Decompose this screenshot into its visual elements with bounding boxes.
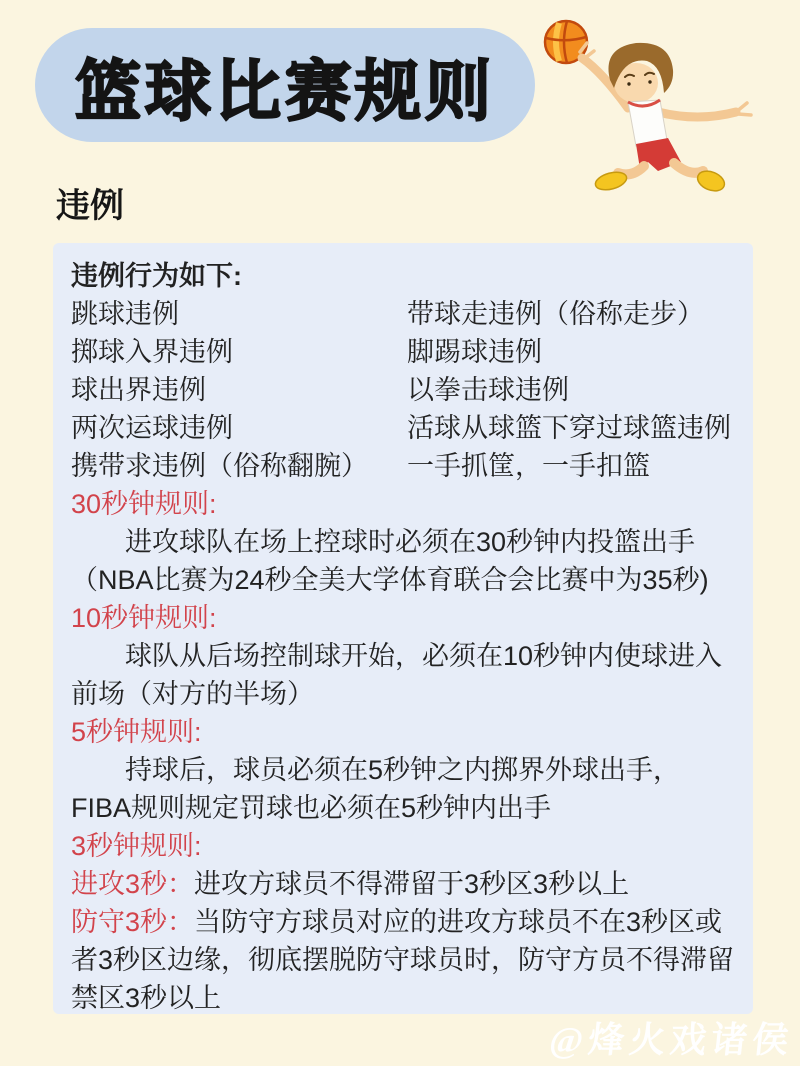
subrule-offense-label: 进攻3秒： <box>71 869 195 899</box>
violation-item: 球出界违例 <box>71 375 206 405</box>
violations-list-right <box>407 295 735 485</box>
violations-columns <box>71 295 735 485</box>
violation-item: 活球从球篮下穿过球篮违例 <box>407 413 731 443</box>
violations-intro: 违例行为如下: <box>71 261 242 291</box>
violation-item: 掷球入界违例 <box>71 337 233 367</box>
subrule-defense-3s <box>71 903 735 1014</box>
rule-heading-10s: 10秒钟规则: <box>71 603 217 633</box>
subrule-defense-body: 当防守方球员对应的进攻方球员不在3秒区或者3秒区边缘，彻底摆脱防守球员时，防守方员不得滞留禁区3秒以上 <box>71 907 735 1013</box>
rules-panel <box>53 243 753 1014</box>
subrule-defense-label: 防守3秒： <box>71 907 195 937</box>
violation-item: 带球走违例（俗称走步） <box>407 299 704 329</box>
violations-list-left <box>71 295 407 485</box>
rule-heading-5s: 5秒钟规则: <box>71 717 202 747</box>
page-title-text: 篮球比赛规则 <box>75 53 495 128</box>
violation-item: 脚踢球违例 <box>407 337 542 367</box>
subrule-offense-body: 进攻方球员不得滞留于3秒区3秒以上 <box>194 869 630 899</box>
violation-item: 携带求违例（俗称翻腕） <box>71 451 368 481</box>
violation-item: 跳球违例 <box>71 299 179 329</box>
section-heading-violations: 违例 <box>56 187 124 225</box>
rule-body-30s: 进攻球队在场上控球时必须在30秒钟内投篮出手（NBA比赛为24秒全美大学体育联合会比赛中为35秒) <box>71 527 709 595</box>
rule-heading-3s: 3秒钟规则: <box>71 831 202 861</box>
rule-heading-30s: 30秒钟规则: <box>71 489 217 519</box>
violation-item: 两次运球违例 <box>71 413 233 443</box>
rule-body-5s: 持球后，球员必须在5秒钟之内掷界外球出手，FIBA规则规定罚球也必须在5秒钟内出手 <box>71 755 681 823</box>
violation-item: 以拳击球违例 <box>407 375 569 405</box>
rule-body-10s: 球队从后场控制球开始，必须在10秒钟内使球进入前场（对方的半场） <box>71 641 723 709</box>
player-illustration-svg <box>540 0 770 215</box>
player-figure <box>580 43 751 195</box>
watermark: @烽火戏诸侯 <box>547 1020 796 1060</box>
page-title <box>35 28 535 142</box>
subrule-offense-3s <box>71 865 735 903</box>
basketball-player-illustration <box>540 0 770 215</box>
violation-item: 一手抓筐，一手扣篮 <box>407 451 650 481</box>
